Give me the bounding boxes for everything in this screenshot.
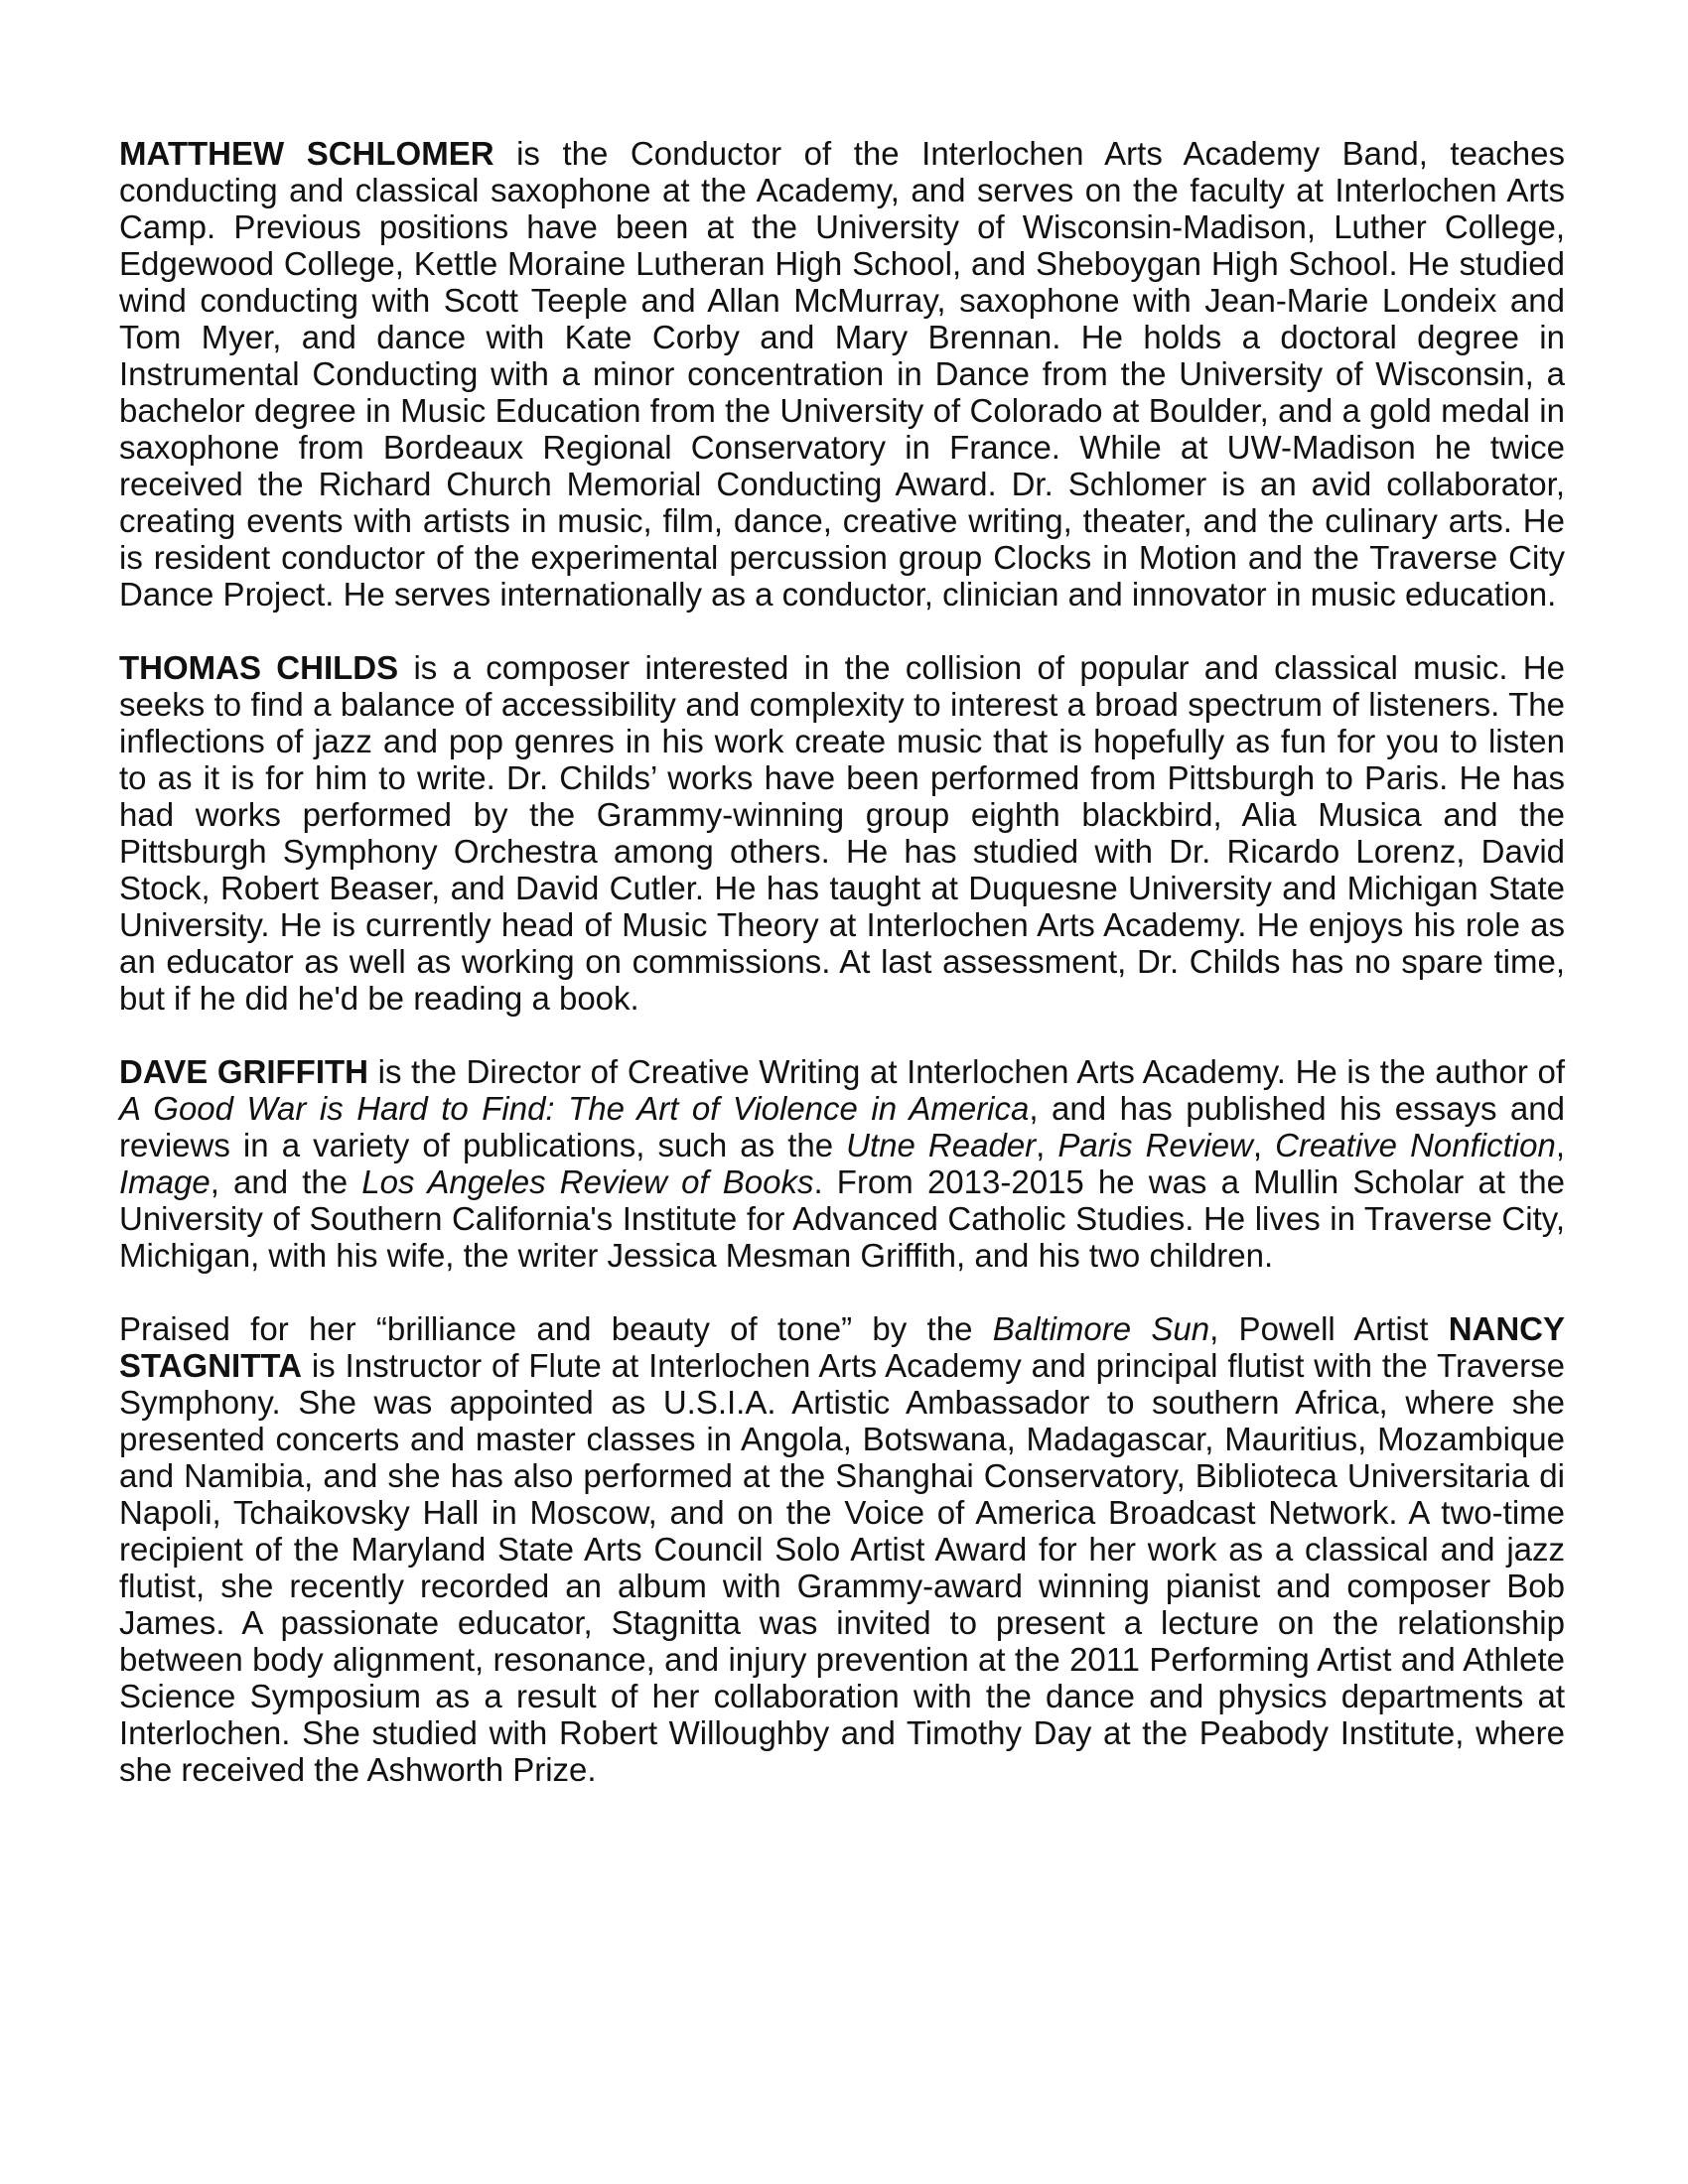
bio-thomas-childs xyxy=(119,649,1565,1017)
bio-text: . From 2013-2015 he was a Mullin Scholar at the University of Southern California's Institute for Advanced Catholic Studies. He lives in Traverse City, Michigan, with his wife, the writer Jessica Mesman Griffith, and his two children. xyxy=(119,1163,1565,1274)
bio-page xyxy=(119,135,1565,1825)
publication-title: Los Angeles Review of Books xyxy=(361,1163,814,1200)
bio-text: , Powell Artist xyxy=(1209,1310,1449,1347)
bio-text: is Instructor of Flute at Interlochen Arts Academy and principal flutist with the Traverse Symphony. She was appointed as U.S.I.A. Artistic Ambassador to southern Africa, where she presented concerts and master classes in Angola, Botswana, Madagascar, Mauritius, Mozambique and Namibia, and she has also performed at the Shanghai Conservatory, Biblioteca Universitaria di Napoli, Tchaikovsky Hall in Moscow, and on the Voice of America Broadcast Network. A two-time recipient of the Maryland State Arts Council Solo Artist Award for her work as a classical and jazz flutist, she recently recorded an album with Grammy-award winning pianist and composer Bob James. A passionate educator, Stagnitta was invited to present a lecture on the relationship between body alignment, resonance, and injury prevention at the 2011 Performing Artist and Athlete Science Symposium as a result of her collaboration with the dance and physics departments at Interlochen. She studied with Robert Willoughby and Timothy Day at the Peabody Institute, where she received the Ashworth Prize. xyxy=(119,1347,1565,1788)
bio-text: , and has published his essays and reviews in a variety of publications, such as the xyxy=(119,1090,1565,1163)
bio-text: is a composer interested in the collision of popular and classical music. He seeks to find a balance of accessibility and complexity to interest a broad spectrum of listeners. The inflections of jazz and pop genres in his work create music that is hopefully as fun for you to listen to as it is for him to write. Dr. Childs’ works have been performed from Pittsburgh to Paris. He has had works performed by the Grammy-winning group eighth blackbird, Alia Musica and the Pittsburgh Symphony Orchestra among others. He has studied with Dr. Ricardo Lorenz, David Stock, Robert Beaser, and David Cutler. He has taught at Duquesne University and Michigan State University. He is currently head of Music Theory at Interlochen Arts Academy. He enjoys his role as an educator as well as working on commissions. At last assessment, Dr. Childs has no spare time, but if he did he'd be reading a book. xyxy=(119,649,1565,1017)
publication-title: Baltimore Sun xyxy=(992,1310,1210,1347)
bio-name: NANCY STAGNITTA xyxy=(119,1310,1566,1384)
book-title: A Good War is Hard to Find: The Art of Violence in America xyxy=(119,1090,1030,1127)
separator: , xyxy=(1252,1127,1276,1163)
bio-name: MATTHEW SCHLOMER xyxy=(119,135,494,172)
bio-text: is the Conductor of the Interlochen Arts Academy Band, teaches conducting and classical saxophone at the Academy, and serves on the faculty at Interlochen Arts Camp. Previous positions have been at the University of Wisconsin-Madison, Luther College, Edgewood College, Kettle Moraine Lutheran High School, and Sheboygan High School. He studied wind conducting with Scott Teeple and Allan McMurray, saxophone with Jean-Marie Londeix and Tom Myer, and dance with Kate Corby and Mary Brennan. He holds a doctoral degree in Instrumental Conducting with a minor concentration in Dance from the University of Wisconsin, a bachelor degree in Music Education from the University of Colorado at Boulder, and a gold medal in saxophone from Bordeaux Regional Conservatory in France. While at UW-Madison he twice received the Richard Church Memorial Conducting Award. Dr. Schlomer is an avid collaborator, creating events with artists in music, film, dance, creative writing, theater, and the culinary arts. He is resident conductor of the experimental percussion group Clocks in Motion and the Traverse City Dance Project. He serves internationally as a conductor, clinician and innovator in music education. xyxy=(119,135,1565,613)
separator: , xyxy=(1555,1127,1566,1163)
bio-name: DAVE GRIFFITH xyxy=(119,1053,368,1090)
publication-title: Creative Nonfiction xyxy=(1275,1127,1556,1163)
bio-dave-griffith xyxy=(119,1053,1565,1274)
bio-matthew-schlomer xyxy=(119,135,1565,613)
bio-text: is the Director of Creative Writing at Interlochen Arts Academy. He is the author of xyxy=(368,1053,1566,1090)
bio-name: THOMAS CHILDS xyxy=(119,649,399,686)
separator: , xyxy=(1036,1127,1058,1163)
separator: , and the xyxy=(210,1163,362,1200)
publication-title: Utne Reader xyxy=(846,1127,1037,1163)
publication-title: Image xyxy=(119,1163,211,1200)
publication-title: Paris Review xyxy=(1057,1127,1253,1163)
bio-nancy-stagnitta xyxy=(119,1310,1565,1788)
bio-text: Praised for her “brilliance and beauty of tone” by the xyxy=(119,1310,993,1347)
